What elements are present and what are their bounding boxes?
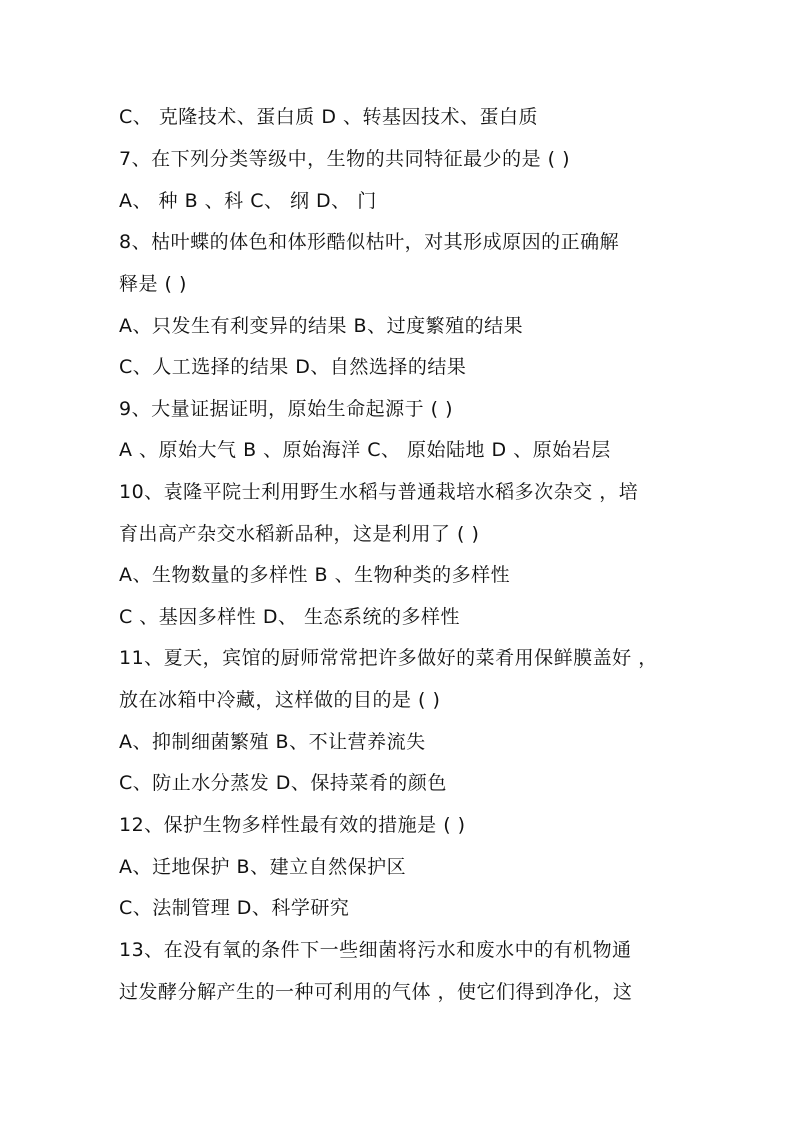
text-line: C、法制管理 D、科学研究 — [119, 897, 350, 919]
question-13: 13、在没有氧的条件下一些细菌将污水和废水中的有机物通 — [119, 939, 632, 961]
text-line: C、防止水分蒸发 D、保持菜肴的颜色 — [119, 772, 447, 794]
text-line: A、生物数量的多样性 B 、生物种类的多样性 — [119, 564, 511, 586]
text-line: A、 种 B 、科 C、 纲 D、 门 — [119, 190, 377, 212]
text-line: C、 克隆技术、蛋白质 D 、转基因技术、蛋白质 — [119, 106, 539, 128]
question-9: 9、大量证据证明，原始生命起源于 ( ) — [119, 398, 453, 420]
text-line: C、人工选择的结果 D、自然选择的结果 — [119, 356, 467, 378]
text-line: A、抑制细菌繁殖 B、不让营养流失 — [119, 731, 426, 753]
question-10: 10、袁隆平院士利用野生水稻与普通栽培水稻多次杂交 ，培 — [119, 481, 639, 503]
text-line: C 、基因多样性 D、 生态系统的多样性 — [119, 606, 461, 628]
text-line: A、只发生有利变异的结果 B、过度繁殖的结果 — [119, 315, 524, 337]
text-line: 释是 ( ) — [119, 273, 187, 295]
text-line: 过发酵分解产生的一种可利用的气体 ，使它们得到净化，这 — [119, 981, 633, 1003]
question-11: 11、夏天，宾馆的厨师常常把许多做好的菜肴用保鲜膜盖好 ， — [119, 647, 658, 669]
question-12: 12、保护生物多样性最有效的措施是 ( ) — [119, 814, 466, 836]
text-line: A 、原始大气 B 、原始海洋 C、 原始陆地 D 、原始岩层 — [119, 439, 611, 461]
text-line: A、迁地保护 B、建立自然保护区 — [119, 856, 407, 878]
question-7: 7、在下列分类等级中，生物的共同特征最少的是 ( ) — [119, 148, 570, 170]
text-line: 育出高产杂交水稻新品种，这是利用了 ( ) — [119, 523, 480, 545]
text-line: 放在冰箱中冷藏，这样做的目的是 ( ) — [119, 689, 441, 711]
question-8: 8、枯叶蝶的体色和体形酷似枯叶，对其形成原因的正确解 — [119, 231, 620, 253]
